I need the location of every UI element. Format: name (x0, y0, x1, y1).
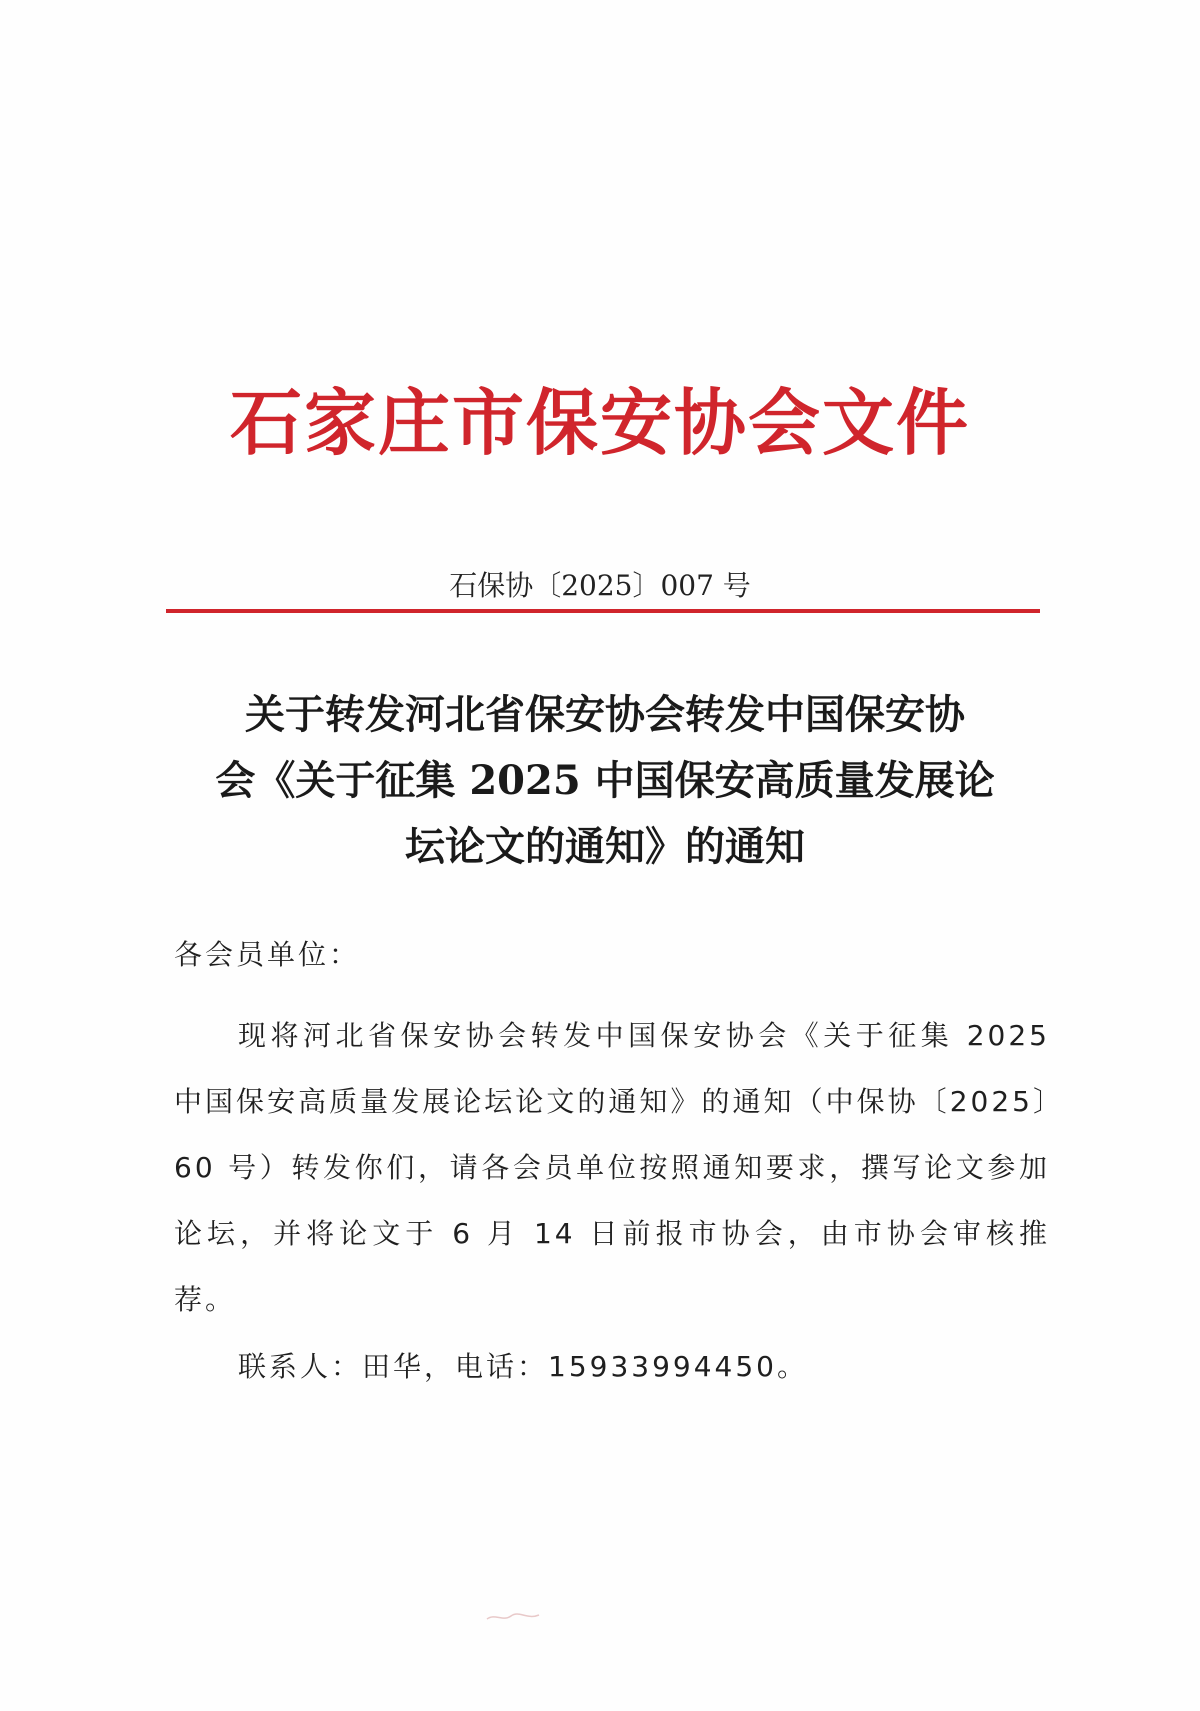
document-title (160, 682, 1050, 880)
salutation: 各会员单位： (174, 938, 361, 971)
title-line-3: 坛论文的通知》的通知 (405, 823, 805, 870)
scan-mark-icon (485, 1610, 541, 1624)
contact-line: 联系人：田华，电话：15933994450。 (238, 1350, 808, 1383)
title-line-2: 会《关于征集 2025 中国保安高质量发展论 (215, 757, 995, 804)
body-paragraph: 现将河北省保安协会转发中国保安协会《关于征集 2025 中国保安高质量发展论坛论文的通知》的通知（中保协〔2025〕60 号）转发你们，请各会员单位按照通知要求，撰写论文参加论坛，并将论文于 6 月 14 日前报市协会，由市协会审核推荐。 (174, 1019, 1050, 1316)
document-number: 石保协〔2025〕007 号 (449, 569, 751, 602)
red-divider-line (166, 609, 1040, 613)
letterhead-title: 石家庄市保安协会文件 (229, 380, 970, 465)
title-line-1: 关于转发河北省保安协会转发中国保安协 (245, 691, 965, 738)
